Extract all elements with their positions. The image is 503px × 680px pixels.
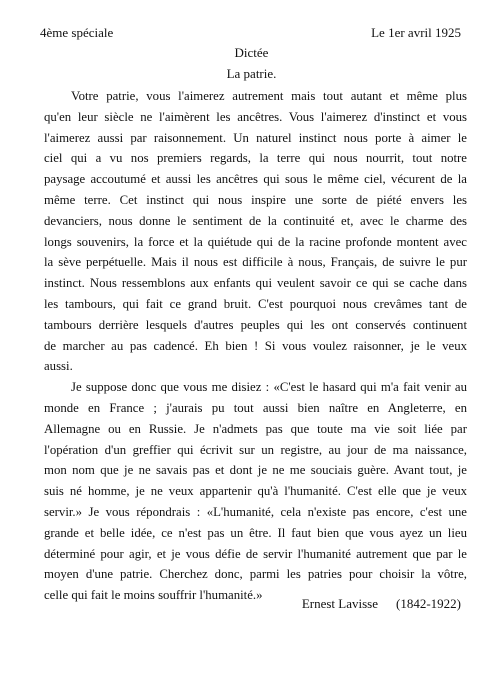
- text-line: grande et belle idée, ce n'est pas un être. Il faut bien que vous ayez un lieu: [44, 525, 467, 540]
- text-line: tambours derrière lesquels d'autres peuples qui les ont conservés continuent: [44, 317, 467, 332]
- document-date: Le 1er avril 1925: [371, 25, 461, 40]
- paragraph-1: [44, 86, 467, 377]
- text-line: l'opération d'un greffier qui écrivit sur un registre, au jour de ma naissance,: [44, 442, 467, 457]
- page-subtitle: La patrie.: [226, 66, 277, 81]
- author-name: Ernest Lavisse: [301, 596, 378, 611]
- paragraph-2: [44, 377, 467, 606]
- text-line: monde en France ; j'aurais pu tout aussi bien naître en Angleterre, en: [44, 400, 467, 415]
- text-line: paysage accoutumé et aussi les ancêtres qui sous le même ciel, vécurent de la: [44, 172, 467, 187]
- text-line: qu'en leur siècle ne l'aimèrent les ancêtres. Vous l'aimerez d'instinct et vous: [44, 109, 467, 124]
- text-line: les tambours, qui fait ce grand bruit. C'est pourquoi nous crevâmes tant de: [44, 296, 467, 311]
- page-title: Dictée: [234, 45, 269, 60]
- text-line: mon nom que je ne savais pas et dont je ne me souciais guère. Avant tout, je: [44, 463, 467, 478]
- text-line: Je suppose donc que vous me disiez : «C'est le hasard qui m'a fait venir au: [71, 380, 467, 395]
- text-line: de marcher au pas cadencé. Eh bien ! Si vous voulez raisonner, je le veux: [44, 338, 467, 353]
- text-line: devanciers, nous donne le sentiment de la continuité et, avec le charme des: [44, 213, 467, 228]
- author-dates: (1842-1922): [396, 596, 461, 611]
- text-line: servir.» Je vous répondrais : «L'humanité, cela n'existe pas encore, c'est une: [44, 504, 467, 519]
- text-line: suis né homme, je ne veux appartenir qu'à l'humanité. C'est elle que je veux: [44, 484, 467, 499]
- text-line: Votre patrie, vous l'aimerez autrement mais tout autant et même plus: [71, 89, 467, 103]
- class-label: 4ème spéciale: [40, 25, 114, 40]
- signature: [302, 596, 461, 612]
- text-line: celle qui fait le moins souffrir l'humanité.»: [44, 588, 263, 603]
- text-line: aussi.: [44, 359, 73, 374]
- text-line: instinct. Nous ressemblons aux enfants qui veulent savoir ce qui se cache dans: [44, 276, 467, 291]
- text-line: ciel qui a vu nos premiers regards, la terre qui nous nourrit, tout notre: [44, 151, 467, 166]
- text-line: longs souvenirs, la force et la quiétude qui de la racine profonde montent avec: [44, 234, 467, 249]
- text-line: moyen d'une patrie. Cherchez donc, parmi les patries pour choisir la vôtre,: [44, 567, 467, 582]
- text-line: même terre. Cet instinct qui nous inspire une sorte de piété envers les: [44, 192, 467, 207]
- text-line: l'aimerez aussi par raisonnement. Un naturel instinct nous porte à aimer le: [44, 130, 467, 145]
- dictation-text: [44, 86, 467, 606]
- text-line: la sève perpétuelle. Mais il nous est difficile à nous, Français, de suivre le pur: [44, 255, 467, 270]
- text-line: Allemagne ou en Russie. Je n'admets pas que toute ma vie soit liée par: [44, 421, 467, 436]
- text-line: déterminé pour agir, et je vous défie de servir l'humanité autrement que par le: [44, 546, 467, 561]
